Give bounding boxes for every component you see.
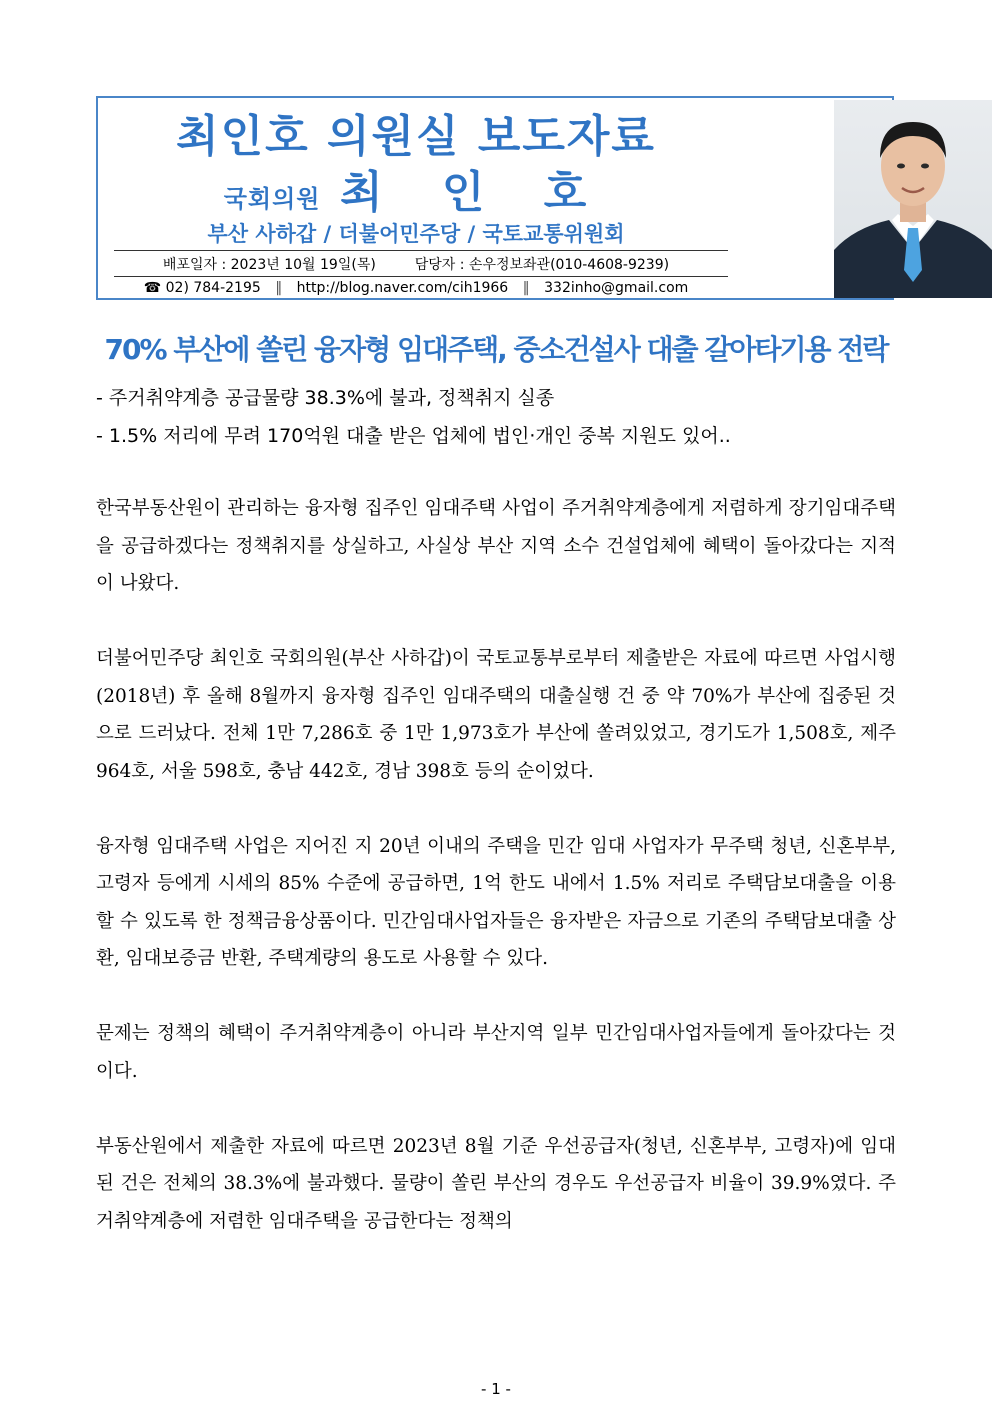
subheadline: - 1.5% 저리에 무려 170억원 대출 받은 업체에 법인·개인 중복 지원도 있어.. (96, 425, 731, 447)
member-name: 최 인 호 (340, 167, 609, 218)
paragraph: 부동산원에서 제출한 자료에 따르면 2023년 8월 기준 우선공급자(청년, 신혼부부, 고령자)에 임대된 건은 전체의 38.3%에 불과했다. 물량이 쏠린 부산의 경우도 우선공급자 비율이 39.9%였다. 주거취약계층에 저렴한 임대주택을 공급한다는 정책의 (96, 1135, 896, 1232)
page-number: - 1 - (481, 1380, 511, 1398)
contact-person: 담당자 : 손우정보좌관(010-4608-9239) (414, 257, 670, 273)
subheadline: - 주거취약계층 공급물량 38.3%에 불과, 정책취지 실종 (96, 387, 555, 409)
phone-icon: ☎ (143, 280, 162, 296)
press-header (96, 96, 894, 300)
blog-link[interactable]: http://blog.naver.com/cih1966 (296, 280, 509, 296)
contact-row (98, 280, 734, 296)
paragraph: 문제는 정책의 혜택이 주거취약계층이 아니라 부산지역 일부 민간임대사업자들에게 돌아갔다는 것이다. (96, 1023, 896, 1082)
member-line (98, 156, 734, 220)
paragraph: 한국부동산원이 관리하는 융자형 집주인 임대주택 사업이 주거취약계층에게 저렴하게 장기임대주택을 공급하겠다는 정책취지를 상실하고, 사실상 부산 지역 소수 건설업체에 혜택이 돌아갔다는 지적이 나왔다. (96, 498, 896, 594)
press-release-title: 최인호 의원실 보도자료 (176, 111, 656, 162)
article-body (96, 490, 896, 1278)
member-role: 국회의원 (223, 185, 321, 213)
distribution-row (98, 254, 734, 274)
phone-number: 02) 784-2195 (165, 280, 261, 296)
paragraph: 더불어민주당 최인호 국회의원(부산 사하갑)이 국토교통부로부터 제출받은 자료에 따르면 사업시행(2018년) 후 올해 8월까지 융자형 집주인 임대주택의 대출실행 건 중 약 70%가 부산에 집중된 것으로 드러났다. 전체 1만 7,286호 중 1만 1,973호가 부산에 쏠려있었고, 경기도가 1,508호, 제주 964호, 서울 598호, 충남 442호, 경남 398호 등의 순이었다. (96, 648, 896, 782)
member-portrait (834, 100, 992, 298)
header-divider (114, 250, 728, 251)
portrait-illustration (834, 100, 992, 298)
separator: ‖ (275, 280, 283, 296)
distribution-date: 배포일자 : 2023년 10월 19일(목) (162, 257, 376, 273)
member-affiliation: 부산 사하갑 / 더불어민주당 / 국토교통위원회 (207, 222, 625, 246)
paragraph: 융자형 임대주택 사업은 지어진 지 20년 이내의 주택을 민간 임대 사업자가 무주택 청년, 신혼부부, 고령자 등에게 시세의 85% 수준에 공급하면, 1억 한도 내에서 1.5% 저리로 주택담보대출을 이용할 수 있도록 한 정책금융상품이다. 민간임대사업자들은 융자받은 자금으로 기존의 주택담보대출 상환, 임대보증금 반환, 주택계량의 용도로 사용할 수 있다. (96, 835, 896, 969)
headline: 70% 부산에 쏠린 융자형 임대주택, 중소건설사 대출 갈아타기용 전락 (104, 333, 888, 366)
email-link[interactable]: 332inho@gmail.com (544, 280, 689, 296)
header-divider-2 (114, 276, 728, 277)
separator: ‖ (522, 280, 530, 296)
